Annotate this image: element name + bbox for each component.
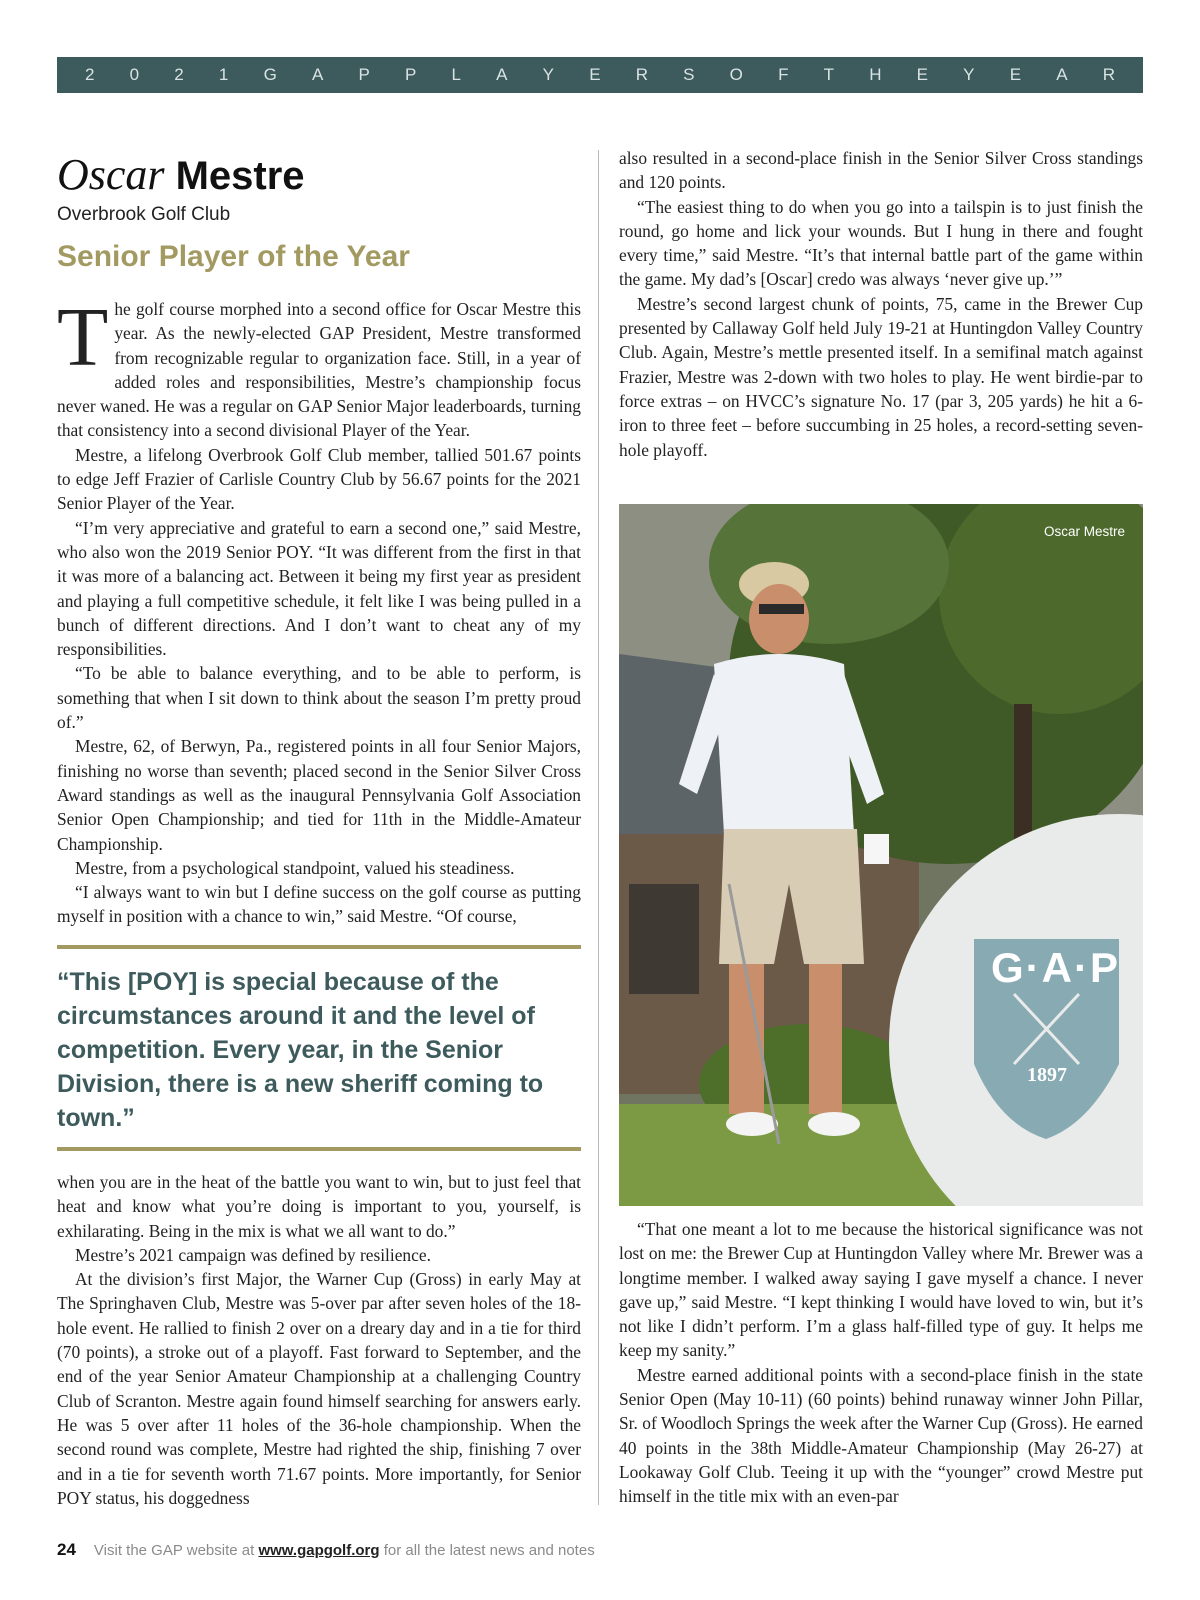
banner-letter: F bbox=[778, 65, 789, 84]
banner-letter: A bbox=[311, 65, 324, 84]
banner-letter: E bbox=[916, 65, 928, 84]
banner-letter: Y bbox=[963, 65, 975, 84]
photo-caption: Oscar Mestre bbox=[1043, 524, 1125, 539]
article-paragraph: “To be able to balance everything, and to be able to perform, is something that when I sit down to think about the season I’m pretty proud of.” bbox=[57, 663, 581, 733]
banner-letter: E bbox=[589, 65, 601, 84]
article-column-1-bottom bbox=[57, 1170, 581, 1510]
article-paragraph: Mestre, a lifelong Overbrook Golf Club member, tallied 501.67 points to edge Jeff Frazier of Carlisle Country Club by 56.67 points for the 2021 Senior Player of the Year. bbox=[57, 444, 581, 514]
article-column-2-bottom bbox=[619, 1217, 1143, 1509]
sign-year: 1897 bbox=[1027, 1064, 1067, 1086]
article-paragraph: when you are in the heat of the battle you want to win, but to just feel that heat and know what you’re doing is important to you, yourself, is exhilarating. Being in the mix is what we all want to do.” bbox=[57, 1172, 581, 1241]
banner-letter: P bbox=[358, 65, 370, 84]
banner-letter: 1 bbox=[218, 65, 229, 84]
sign-logo-text: G·A·P bbox=[991, 944, 1120, 991]
article-paragraph: At the division’s first Major, the Warner Cup (Gross) in early May at The Springhaven Club, Mestre was 5-over par after seven holes of the 18-hole event. He rallied to finish 2 over on a dreary day and in a tie for third (70 points), a stroke out of a playoff. Fast forward to September, and the end of the year Senior Amateur Championship at a challenging Country Club of Scranton. Mestre again found himself searching for answers early. He was 5 over after 11 holes of the 36-hole championship. When the second round was complete, Mestre had righted the ship, finishing 7 over and in a tie for seventh worth 71.67 points. More importantly, for Senior POY status, his doggedness bbox=[57, 1269, 581, 1508]
banner-letter: T bbox=[823, 65, 835, 84]
article-paragraph: “That one meant a lot to me because the historical significance was not lost on me: the Brewer Cup at Huntingdon Valley where Mr. Brewer was a longtime member. I walked away saying I gave myself a chance. I never gave up,” said Mestre. “I kept thinking I would have loved to win, but it’s not like I didn’t perform. I’m a glass half-filled type of guy. It helps me keep my sanity.” bbox=[619, 1219, 1143, 1361]
article-paragraph: “The easiest thing to do when you go into a tailspin is to just finish the round, go home and lick your wounds. But I hung in there and fought every time,” said Mestre. “It’s that internal battle part of the game within the game. My dad’s [Oscar] credo was always ‘never give up.’” bbox=[619, 196, 1143, 290]
banner-letter: R bbox=[1102, 65, 1115, 84]
section-banner bbox=[57, 57, 1143, 93]
article-column-1-top bbox=[57, 291, 581, 929]
article-paragraph: Mestre, from a psychological standpoint, valued his steadiness. bbox=[75, 857, 515, 878]
article-paragraph: Mestre’s second largest chunk of points, 75, came in the Brewer Cup presented by Callaway Golf held July 19-21 at Huntingdon Valley Country Club. Again, Mestre’s mettle presented itself. In a semifinal match against Frazier, Mestre was 2-down with two holes to play. He went birdie-par to force extras – on HVCC’s signature No. 17 (par 3, 205 yards) he hit a 6-iron to three feet – before succumbing in 25 holes, a record-setting seven-hole playoff. bbox=[619, 293, 1143, 460]
player-photo bbox=[619, 504, 1143, 1206]
banner-letter: R bbox=[635, 65, 648, 84]
footer-text-end: for all the latest news and notes bbox=[379, 1542, 595, 1559]
pull-quote-rule-top bbox=[57, 945, 581, 949]
banner-letter: 2 bbox=[85, 65, 95, 84]
banner-letter: O bbox=[729, 65, 743, 84]
article-paragraph bbox=[57, 291, 581, 443]
banner-letter: A bbox=[1056, 65, 1068, 84]
banner-letter: S bbox=[683, 65, 695, 84]
banner-letter: 2 bbox=[174, 65, 184, 84]
player-first-name: Oscar bbox=[57, 150, 165, 199]
website-link[interactable]: www.gapgolf.org bbox=[258, 1542, 380, 1559]
banner-letter: 0 bbox=[129, 65, 140, 84]
banner-letter: H bbox=[869, 65, 882, 84]
award-title: Senior Player of the Year bbox=[57, 240, 410, 273]
banner-letter: P bbox=[405, 65, 417, 84]
pull-quote: “This [POY] is special because of the circumstances around it and the level of competition. Every year, in the Senior Division, there is a new sheriff coming to town.” bbox=[57, 968, 544, 1132]
banner-letter: G bbox=[263, 65, 277, 84]
column-divider bbox=[598, 150, 599, 1505]
pull-quote-rule-bottom bbox=[57, 1147, 581, 1151]
banner-letter: L bbox=[451, 65, 461, 84]
article-paragraph: Mestre earned additional points with a second-place finish in the state Senior Open (May 10-11) (60 points) behind runaway winner John Pillar, Sr. of Woodloch Springs the week after the Warner Cup (Gross). He earned 40 points in the 38th Middle-Amateur Championship (May 26-27) at Lookaway Golf Club. Teeing it up with the “younger” crowd Mestre put himself in the title mix with an even-par bbox=[619, 1364, 1143, 1507]
article-paragraph: “I always want to win but I define success on the golf course as putting myself in position with a chance to win,” said Mestre. “Of course, bbox=[57, 882, 581, 927]
article-paragraph: Mestre, 62, of Berwyn, Pa., registered points in all four Senior Majors, finishing no worse than seventh; placed second in the Senior Silver Cross Award standings as well as the inaugural Pennsylvania Golf Association Senior Open Championship; and tied for 11th in the Middle-Amateur Championship. bbox=[57, 736, 581, 854]
banner-letter: E bbox=[1009, 65, 1022, 84]
footer-text: Visit the GAP website at bbox=[93, 1542, 259, 1559]
drop-cap: T bbox=[57, 291, 109, 384]
article-paragraph: “I’m very appreciative and grateful to earn a second one,” said Mestre, who also won the 2019 Senior POY. “It was different from the first in that it was more of a balancing act. Between it being my first year as president and playing a full competitive schedule, it felt like I was being pulled in a bunch of different directions. And I don’t want to cheat any of my responsibilities. bbox=[57, 517, 581, 660]
page-number: 24 bbox=[57, 1540, 76, 1559]
page-footer bbox=[57, 1540, 595, 1560]
photo-illustration bbox=[619, 504, 1143, 1206]
banner-letter: A bbox=[496, 65, 508, 84]
banner-letter: Y bbox=[542, 65, 555, 84]
player-club: Overbrook Golf Club bbox=[57, 204, 231, 225]
article-paragraph: Mestre’s 2021 campaign was defined by resilience. bbox=[75, 1244, 431, 1265]
player-last-name: Mestre bbox=[175, 154, 305, 198]
paragraph-text: he golf course morphed into a second office for Oscar Mestre this year. As the newly-elected GAP President, Mestre transformed from recognizable regular to organization face. Still, in a year of added roles and responsibilities, Mestre’s championship focus never waned. He was a regular on GAP Senior Major leaderboards, turning that consistency into a second divisional Player of the Year. bbox=[57, 299, 581, 441]
player-name bbox=[57, 150, 305, 201]
article-column-2-top bbox=[619, 146, 1143, 462]
article-paragraph: also resulted in a second-place finish in the Senior Silver Cross standings and 120 points. bbox=[619, 148, 1143, 193]
